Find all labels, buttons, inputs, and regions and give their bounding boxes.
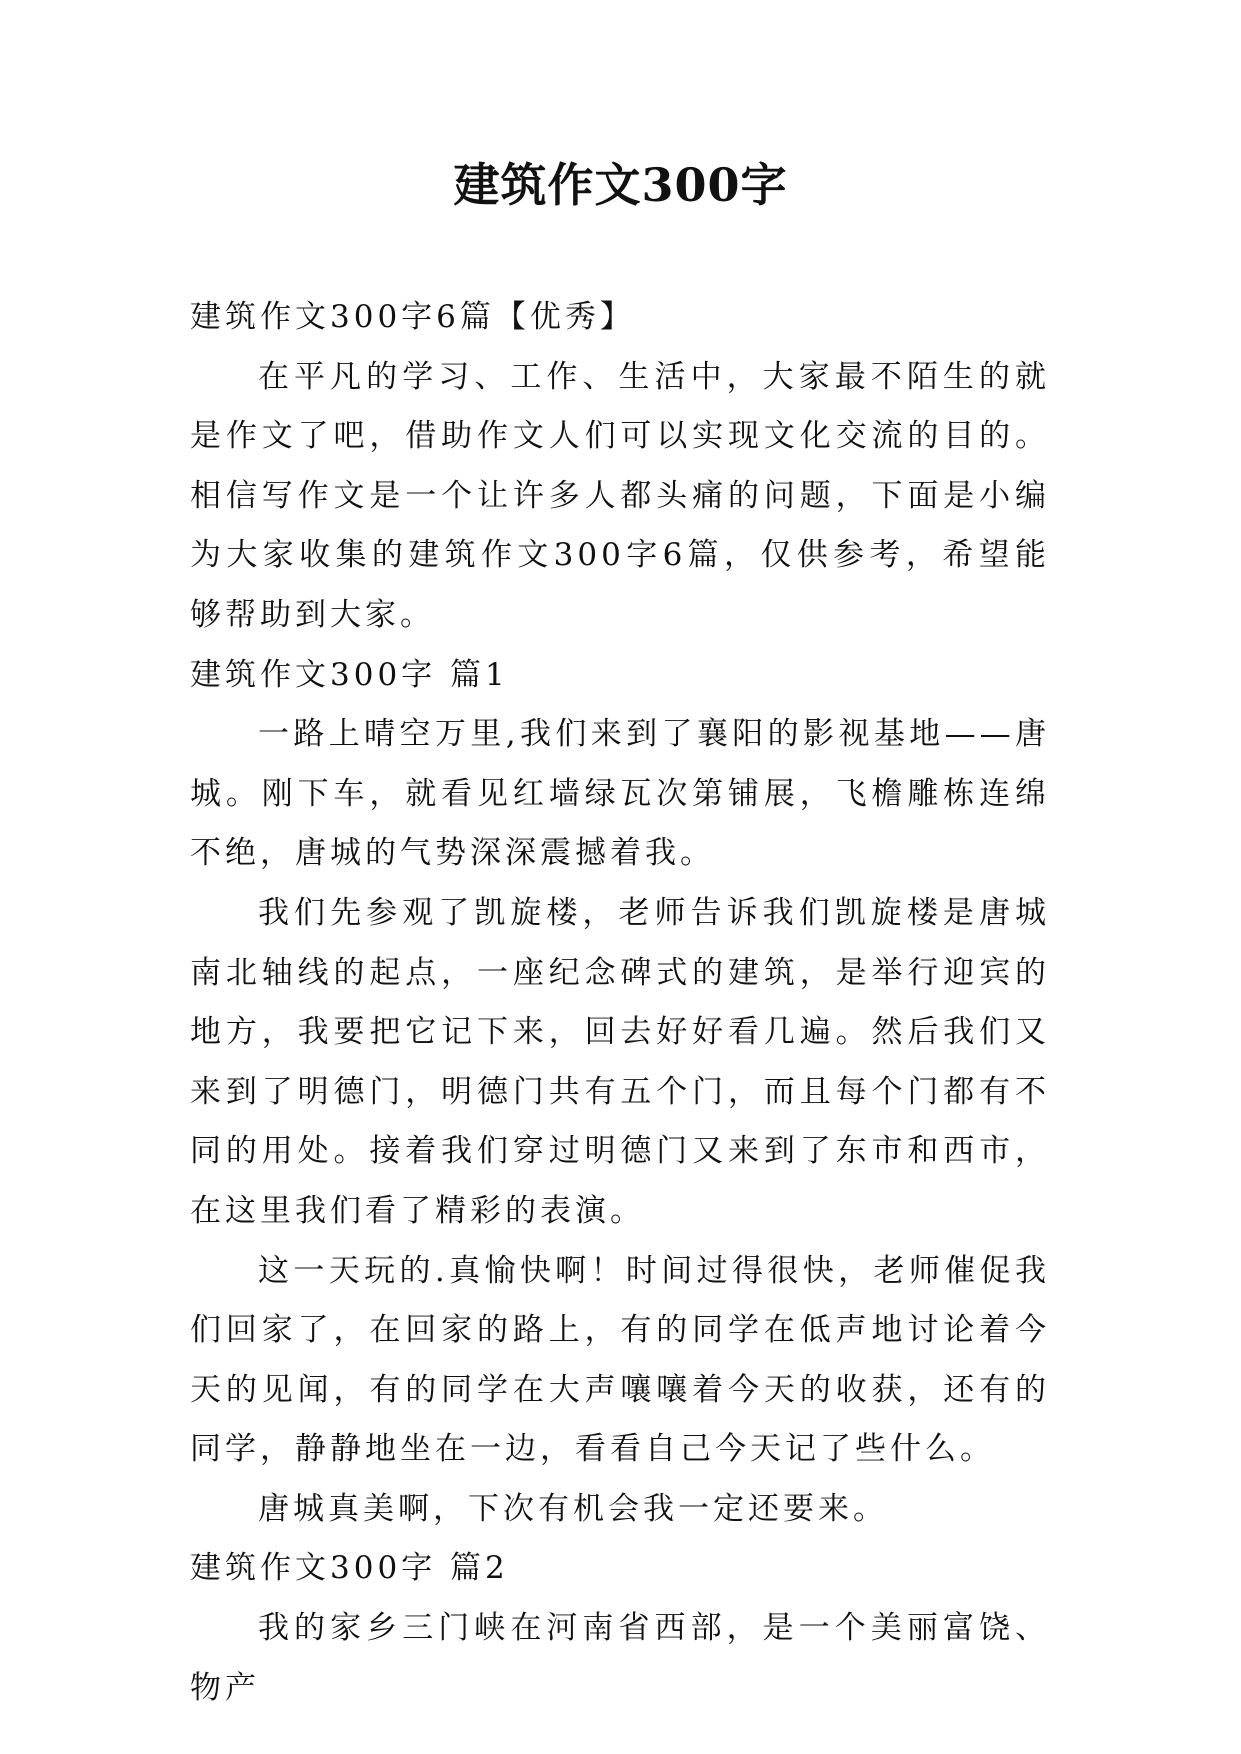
- section1-paragraph-1: 一路上晴空万里,我们来到了襄阳的影视基地——唐城。刚下车，就看见红墙绿瓦次第铺展，飞檐雕栋连绵不绝，唐城的气势深深震撼着我。: [190, 716, 1050, 872]
- section-heading-1: 建筑作文300字 篇1: [190, 656, 509, 693]
- intro-paragraph: 在平凡的学习、工作、生活中，大家最不陌生的就是作文了吧，借助作文人们可以实现文化交流的目的。相信写作文是一个让许多人都头痛的问题，下面是小编为大家收集的建筑作文300字6篇，仅供参考，希望能够帮助到大家。: [190, 358, 1050, 633]
- section1-paragraph-3: 这一天玩的.真愉快啊！时间过得很快，老师催促我们回家了，在回家的路上，有的同学在低声地讨论着今天的见闻，有的同学在大声嚷嚷着今天的收获，还有的同学，静静地坐在一边，看看自己今天记了些什么。: [190, 1252, 1050, 1468]
- section2-paragraph-1: 我的家乡三门峡在河南省西部，是一个美丽富饶、物产: [190, 1610, 1050, 1706]
- section1-paragraph-4: 唐城真美啊，下次有机会我一定还要来。: [258, 1490, 888, 1527]
- document-title: 建筑作文300字: [453, 158, 788, 212]
- section-heading-2: 建筑作文300字 篇2: [190, 1550, 509, 1587]
- document-body: [190, 288, 1050, 1718]
- document-subtitle: 建筑作文300字6篇【优秀】: [190, 299, 635, 335]
- section1-paragraph-2: 我们先参观了凯旋楼，老师告诉我们凯旋楼是唐城南北轴线的起点，一座纪念碑式的建筑，是举行迎宾的地方，我要把它记下来，回去好好看几遍。然后我们又来到了明德门，明德门共有五个门，而且每个门都有不同的用处。接着我们穿过明德门又来到了东市和西市，在这里我们看了精彩的表演。: [190, 894, 1050, 1229]
